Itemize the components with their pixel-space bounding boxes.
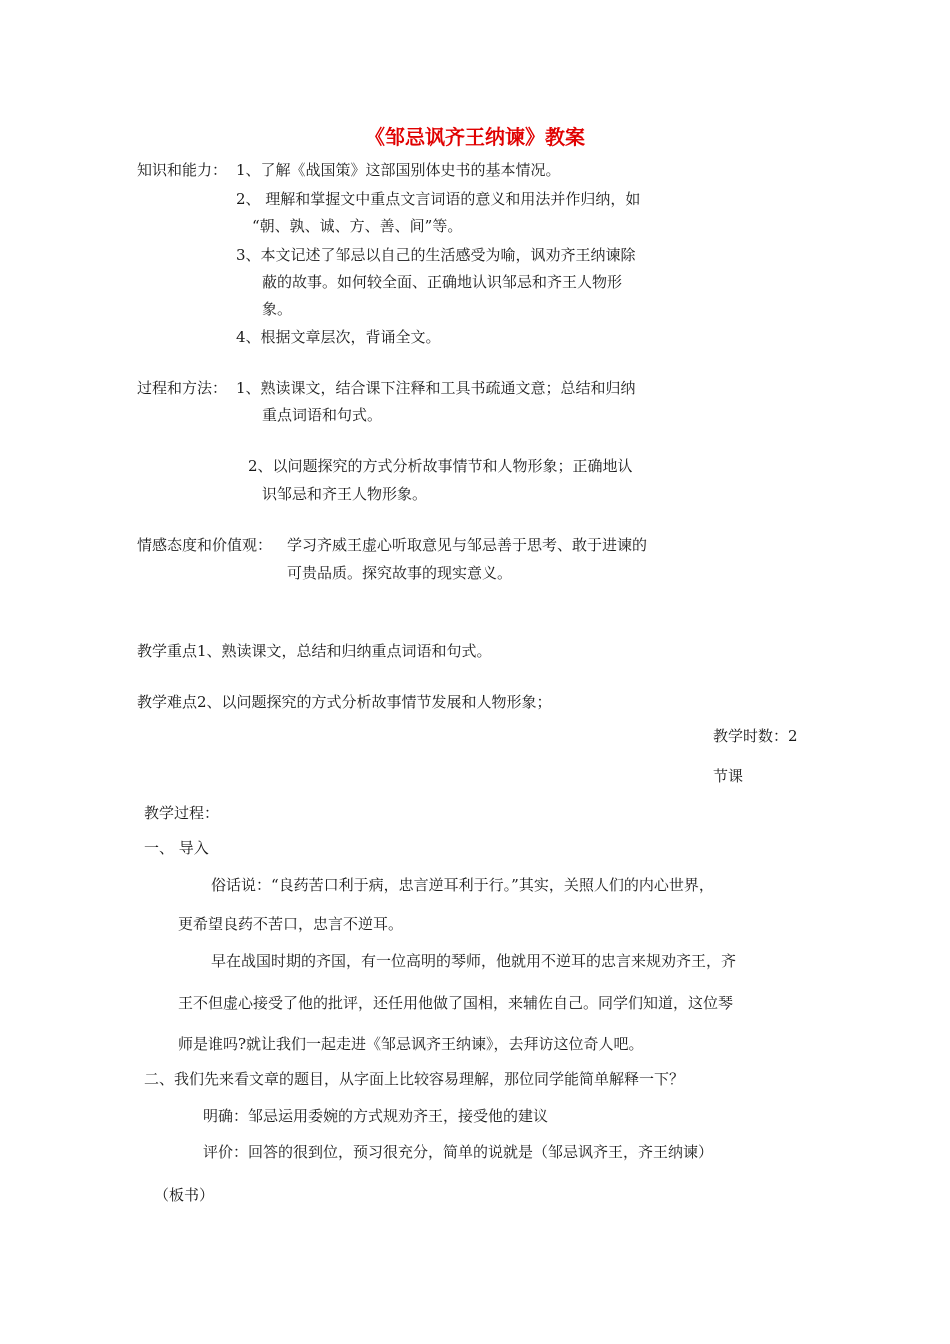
objective-process-label: 过程和方法： (137, 379, 228, 397)
paragraph-line: 更希望良药不苦口，忠言不逆耳。 (178, 915, 404, 933)
evaluation-line: 评价：回答的很到位，预习很充分，简单的说就是（邹忌讽齐王，齐王纳谏） (203, 1143, 714, 1161)
process-item: 识邹忌和齐王人物形象。 (262, 485, 428, 503)
document-title: 《邹忌讽齐王纳谏》教案 (365, 125, 585, 149)
process-item: 2、以问题探究的方式分析故事情节和人物形象；正确地认 (248, 457, 633, 475)
objective-emotion-label: 情感态度和价值观： (137, 536, 273, 554)
process-heading: 教学过程： (144, 804, 220, 822)
teaching-hours: 教学时数：2 (713, 727, 798, 745)
knowledge-item: 蔽的故事。如何较全面、正确地认识邹忌和齐王人物形 (262, 273, 623, 291)
teaching-difficulty: 教学难点2、以问题探究的方式分析故事情节发展和人物形象； (137, 693, 552, 711)
paragraph-line: 早在战国时期的齐国，有一位高明的琴师，他就用不逆耳的忠言来规劝齐王，齐 (211, 952, 737, 970)
emotion-item: 学习齐威王虚心听取意见与邹忌善于思考、敢于进谏的 (287, 536, 648, 554)
teaching-key-point: 教学重点1、熟读课文，总结和归纳重点词语和句式。 (137, 642, 492, 660)
process-item: 重点词语和句式。 (262, 406, 383, 424)
process-item: 1、熟读课文，结合课下注释和工具书疏通文意；总结和归纳 (236, 379, 636, 397)
knowledge-item: “朝、孰、诚、方、善、间”等。 (252, 217, 463, 235)
knowledge-item: 4、根据文章层次，背诵全文。 (236, 328, 441, 346)
section-heading-intro: 一、 导入 (144, 839, 209, 857)
teaching-hours-unit: 节课 (713, 767, 744, 785)
paragraph-line: 俗话说：“良药苦口利于病，忠言逆耳利于行。”其实，关照人们的内心世界， (211, 876, 714, 894)
paragraph-line: 王不但虚心接受了他的批评，还任用他做了国相，来辅佐自己。同学们知道，这位琴 (178, 994, 734, 1012)
paragraph-line: 师是谁吗?就让我们一起走进《邹忌讽齐王纳谏》，去拜访这位奇人吧。 (178, 1035, 644, 1053)
knowledge-item: 2、 理解和掌握文中重点文言词语的意义和用法并作归纳，如 (236, 190, 641, 208)
section-heading-title: 二、我们先来看文章的题目，从字面上比较容易理解，那位同学能简单解释一下？ (144, 1070, 685, 1088)
knowledge-item: 象。 (262, 300, 293, 318)
answer-line: 明确：邹忌运用委婉的方式规劝齐王，接受他的建议 (203, 1107, 549, 1125)
knowledge-item: 3、本文记述了邹忌以自己的生活感受为喻，讽劝齐王纳谏除 (236, 246, 636, 264)
board-note: （板书） (154, 1186, 215, 1204)
objective-knowledge-label: 知识和能力： (137, 161, 228, 179)
knowledge-item: 1、了解《战国策》这部国别体史书的基本情况。 (236, 161, 561, 179)
emotion-item: 可贵品质。探究故事的现实意义。 (287, 564, 513, 582)
